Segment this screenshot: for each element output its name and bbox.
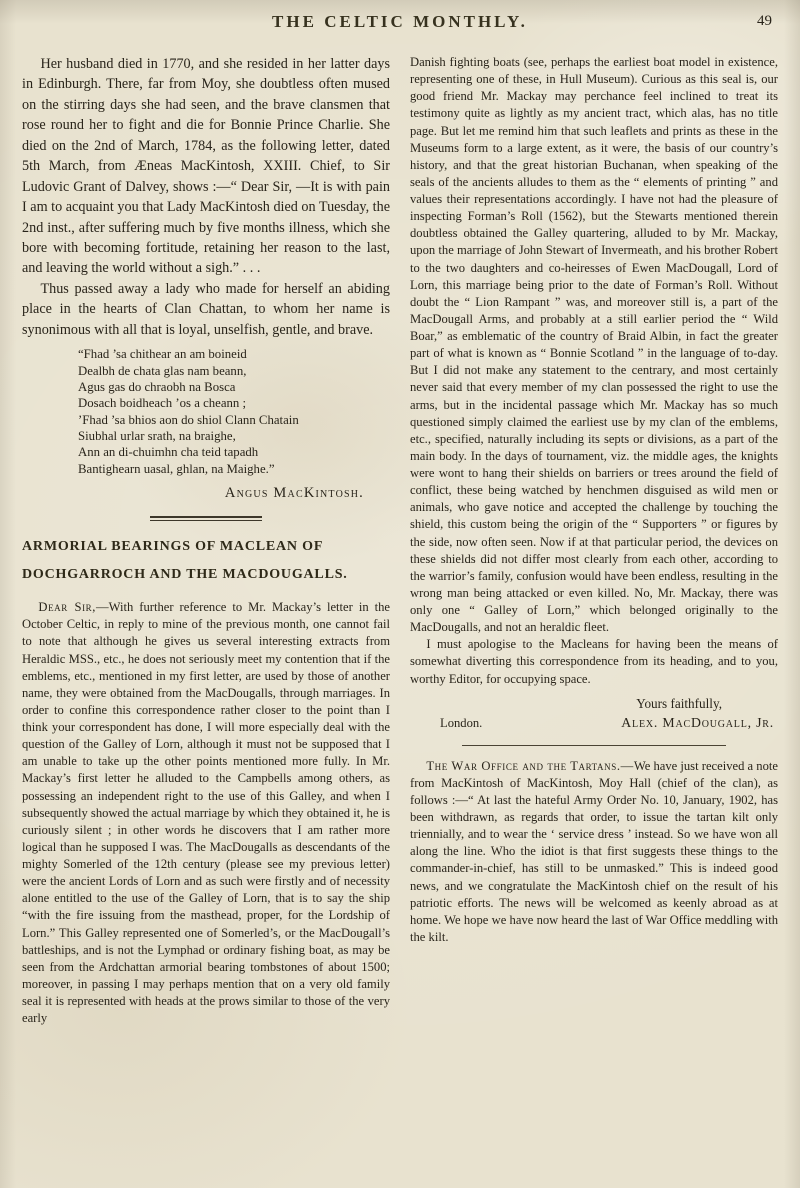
section-divider [150, 516, 262, 521]
article-heading-line: ARMORIAL BEARINGS OF MACLEAN OF [22, 539, 324, 555]
letter-paragraph-continued: Danish fighting boats (see, perhaps the earliest boat model in existence, representing one of these, in Hull Museum). Curious as this seal is, our good friend Mr. Mackay may perchance feel inclined to treat its testimony quite as lightly as my ancient tract, which alas, has no title page. But let me remind him that such leaflets and prints as these in the Museums form to a large extent, as it were, the basis of our country’s history, and that the great historian Buchanan, when speaking of the seals of the ancients alludes to them as the “ elements of printing ” and values their representations accordingly. I have not had the pleasure of inspecting Forman’s Roll (1562), but the Stewarts mentioned therein doubtless obtained the Galley quartering, alluded to by Mr. Mackay, upon the marriage of John Stewart of Invermeath, and his brother Robert to the two daughters and co-heiresses of Ewen MacDougall, Lord of Lorn, this marriage being prior to the date of Forman’s Roll. Without doubt the “ Lion Rampant ” was, and moreover still is, a part of the MacDougall Arms, and probably at a still earlier period the “ Wild Boar,” as emblematic of the country of Braid Albin, in fact the greater part of what is known as “ Bonnie Scotland ” in the language of to-day. But I did not make any statement to the centrary, and most certainly never said that every member of my clan possessed the right to use the arms, but in the incidental passage which Mr. Mackay has so much questioned simply claimed the earliest use by my clan of the emblems, etc., specified, naturally including its septs or divisions, as a part of the main body. In the days of tournament, viz. the middle ages, the knights were wont to hang their shields on barriers or trees around the field of conflict, these being watched by henchmen disguised as wild men or animals, who gave notice and accepted the challenge by touching the shield, this custom being the origin of the “ Supporters ” or figures by the side, now often seen. Now if at that particular period, the devices on these shields did not differ most clearly from each other, according to the warrior’s family, confusion would have been endless, resulting in the wrong man being attacked or even killed. No, Mr. Mackay, there was only one “ Galley of Lorn,” which belonged originally to the MacDougalls, and not an heraldic fleet. [410, 55, 778, 635]
right-column [410, 54, 778, 1027]
left-column [22, 54, 390, 1027]
poem-line: Bantighearn uasal, ghlan, na Maighe.” [78, 461, 275, 476]
letter-valediction: Yours faithfully, [636, 695, 722, 711]
letter-apology-paragraph: I must apologise to the Macleans for having been the means of somewhat diverting this correspondence from its heading, and to you, worthy Editor, for occupying space. [410, 637, 778, 686]
two-column-body [22, 54, 778, 1027]
news-paragraph [410, 758, 778, 946]
news-heading: The War Office and the Tartans.— [426, 758, 634, 773]
poem-line: Agus gas do chraobh na Bosca [78, 379, 236, 394]
letter-signature: Alex. MacDougall, Jr. [621, 714, 774, 730]
letter-salutation: Dear Sir, [38, 600, 97, 615]
paragraph: Thus passed away a lady who made for herself an abiding place in the hearts of Clan Chattan, to whom her name is synonimous with all that is loyal, unselfish, gentle, and brave. [22, 280, 390, 338]
poem-line: Siubhal urlar srath, na braighe, [78, 429, 236, 443]
poem-line: ’Fhad ’sa bhios aon do shiol Clann Chatain [78, 412, 299, 427]
poem-line: Dealbh de chata glas nam beann, [78, 363, 247, 378]
page-number: 49 [757, 13, 772, 29]
poem-line: “Fhad ’sa chithear an am boineid [78, 347, 247, 362]
letter-place: London. [440, 715, 483, 730]
letter-closing-row [410, 712, 778, 731]
page-header [22, 12, 778, 38]
publication-title: THE CELTIC MONTHLY. [272, 12, 528, 31]
poem-line: Ann an di-chuimhn cha teid tapadh [78, 445, 259, 460]
poem-line: Dosach boidheach ’os a cheann ; [78, 396, 247, 411]
gaelic-poem [78, 346, 390, 477]
article-heading-line: DOCHGARROCH AND THE MACDOUGALLS. [22, 567, 348, 583]
letter-paragraph [22, 599, 390, 1027]
news-body-text: We have just received a note from MacKintosh of MacKintosh, Moy Hall (chief of the clan), as follows :—“ At last the hateful Army Order No. 10, January, 1902, has been withdrawn, as regards that order, to issue the tartan kilt only triennially, and to wear the ‘ service dress ’ instead. So we have won all along the line. Who the idiot is that first suggests these things to the commander-in-chief, has still to be unmasked.” This is indeed good news, and we congratulate the MacKintosh chief on the result of his patriotic efforts. The news will be welcomed as keenly abroad as at home. We hope we have now heard the last of War Office meddling with the kilt. [410, 758, 778, 944]
paragraph: Her husband died in 1770, and she resided in her latter days in Edinburgh. There, far from Moy, she doubtless often mused on the stirring days she had seen, and the brave clansmen that rose round her to fight and die for Bonnie Prince Charlie. She died on the 2nd of March, 1784, as the following letter, dated 5th March, from Æneas MacKintosh, XXIII. Chief, to Sir Ludovic Grant of Dalvey, shows :—“ Dear Sir, —It is with pain I am to acquaint you that Lady MacKintosh died on Tuesday, the 2nd inst., after suffering much by five months illness, which she bore with becoming fortitude, retaining her reason to the last, and leaving the world without a sigh.” . . . [22, 56, 390, 277]
column-rule [462, 745, 727, 746]
letter-body-text: —With further reference to Mr. Mackay’s letter in the October Celtic, in reply to mine of the previous month, one cannot fail to note that although he gives us several interesting extracts from Heraldic MSS., etc., he does not seriously meet my contention that if the emblems, etc., mentioned in my first letter, are used by those of another name, they were obtained from the MacDougalls, through marriages. In order to confine this correspondence rather closer to the point than I think your correspondent has done, I will more especially deal with the question of the Galley of Lorn, although it must not be supposed that I am unable to take up the other points mentioned more fully. In Mr. Mackay’s first letter he alluded to the Campbells among others, as possessing an independent right to the use of this Galley, and when I subsequently showed the actual marriage by which they obtained it, he is curiously silent ; in other words he discovers that I am rather more logical than he supposed I was. The MacDougalls as descendants of the mighty Somerled of the 12th century (please see my previous letter) were the ancient Lords of Lorn and as such were firstly and of necessity alone entitled to the use of the Galley of Lorn, that is to say the ship “with the fire issuing from the masthead, proper, for the Lordship of Lorn.” This Galley represented one of Somerled’s, or the MacDougall’s battleships, and is not the Lymphad or ordinary fishing boat, as may be seen from the Ardchattan armorial bearing tombstones of about 1500; moreover, in passing I may perhaps mention that on a very old family seal it is represented with heads at the prows similar to those of the very early [22, 600, 391, 1026]
article-heading [22, 533, 390, 589]
author-signature: Angus MacKintosh. [224, 485, 364, 502]
